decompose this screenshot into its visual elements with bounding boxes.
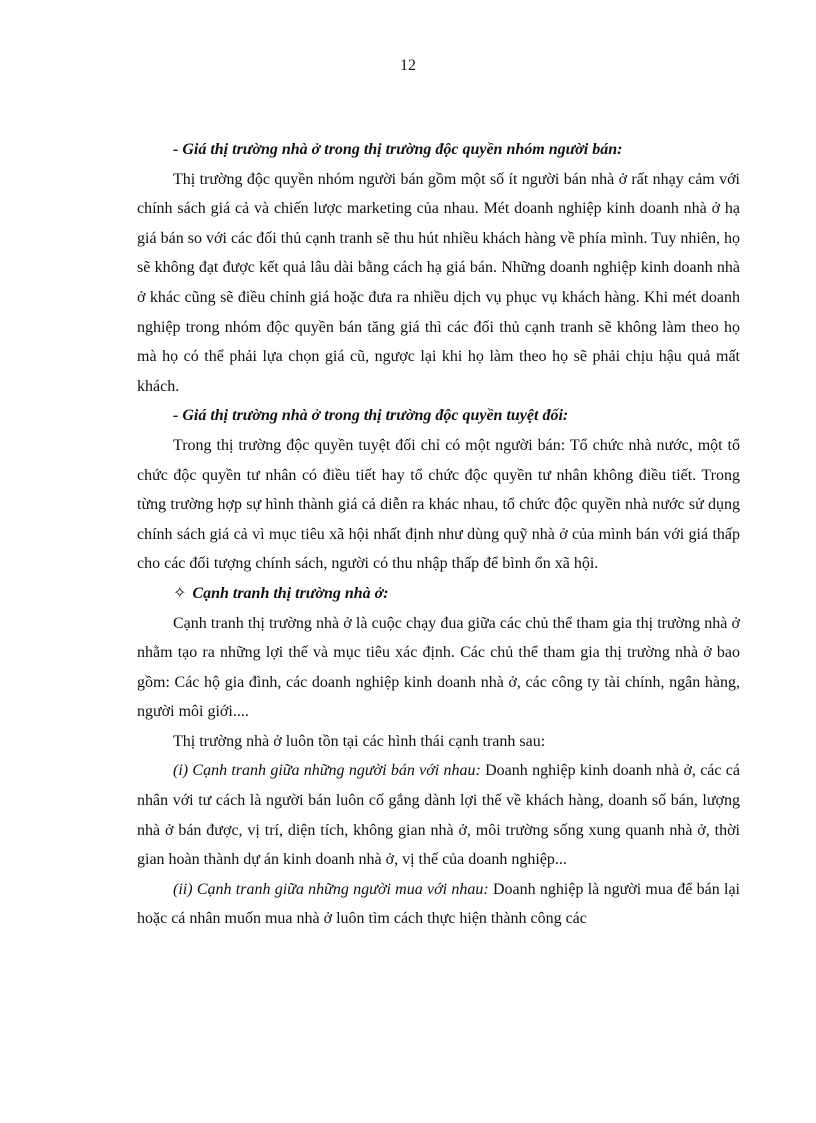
section-heading-competition-text: Cạnh tranh thị trường nhà ở: [192, 584, 389, 602]
buyers-lead: (ii) Cạnh tranh giữa những người mua với nhau: [173, 880, 489, 898]
section-heading-oligopoly: - Giá thị trường nhà ở trong thị trường độc quyền nhóm người bán: [173, 141, 623, 158]
paragraph-sellers [137, 756, 740, 874]
sellers-text: Doanh nghiệp kinh doanh nhà ở, các cá nhân với tư cách là người bán luôn cố gắng dành lợi thế về khách hàng, doanh số bán, lượng nhà ở bán được, vị trí, diện tích, không gian nhà ở, môi trường sống xung quanh nhà ở, thời gian hoàn thành dự án kinh doanh nhà ở, vị thế của doanh nghiệp... [137, 762, 740, 869]
paragraph-competition: Cạnh tranh thị trường nhà ở là cuộc chạy đua giữa các chủ thể tham gia thị trường nhà ở nhằm tạo ra những lợi thế và mục tiêu xác định. Các chủ thể tham gia thị trường nhà ở bao gồm: Các hộ gia đình, các doanh nghiệp kinh doanh nhà ở, các công ty tài chính, ngân hàng, người môi giới.... [137, 614, 740, 721]
diamond-bullet-icon: ✧ [173, 584, 187, 602]
page-number: 12 [400, 57, 416, 74]
section-heading-competition [137, 579, 740, 609]
paragraph-monopoly: Trong thị trường độc quyền tuyệt đối chỉ có một người bán: Tổ chức nhà nước, một tổ chức độc quyền tư nhân có điều tiết hay tổ chức độc quyền tư nhân không điều tiết. Trong từng trường hợp sự hình thành giá cả diễn ra khác nhau, tổ chức độc quyền nhà nước sử dụng chính sách giá cả vì mục tiêu xã hội nhất định như dùng quỹ nhà ở của mình bán với giá thấp cho các đối tượng chính sách, người có thu nhập thấp để bình ổn xã hội. [137, 436, 740, 573]
sellers-lead: (i) Cạnh tranh giữa những người bán với nhau: [173, 762, 481, 780]
section-heading-monopoly: - Giá thị trường nhà ở trong thị trường độc quyền tuyệt đối: [173, 407, 569, 425]
paragraph-buyers [137, 875, 740, 934]
document-body [137, 135, 740, 934]
buyers-text: Doanh nghiệp là người mua để bán lại hoặc cá nhân muốn mua nhà ở luôn tìm cách thực hiện thành công các [137, 880, 740, 928]
paragraph-forms: Thị trường nhà ở luôn tồn tại các hình thái cạnh tranh sau: [173, 732, 546, 750]
paragraph-oligopoly: Thị trường độc quyền nhóm người bán gồm một số ít người bán nhà ở rất nhạy cảm với chính sách giá cả và chiến lược marketing của nhau. Mét doanh nghiệp kinh doanh nhà ở hạ giá bán so với các đối thủ cạnh tranh sẽ thu hút nhiều khách hàng về phía mình. Tuy nhiên, họ sẽ không đạt được kết quả lâu dài bằng cách hạ giá bán. Những doanh nghiệp kinh doanh nhà ở khác cũng sẽ điều chỉnh giá hoặc đưa ra nhiều dịch vụ phục vụ khách hàng. Khi mét doanh nghiệp trong nhóm độc quyền bán tăng giá thì các đối thủ cạnh tranh sẽ không làm theo họ mà họ có thể phải lựa chọn giá cũ, ngược lại khi họ làm theo họ sẽ phải chịu hậu quả mất khách. [137, 170, 740, 395]
